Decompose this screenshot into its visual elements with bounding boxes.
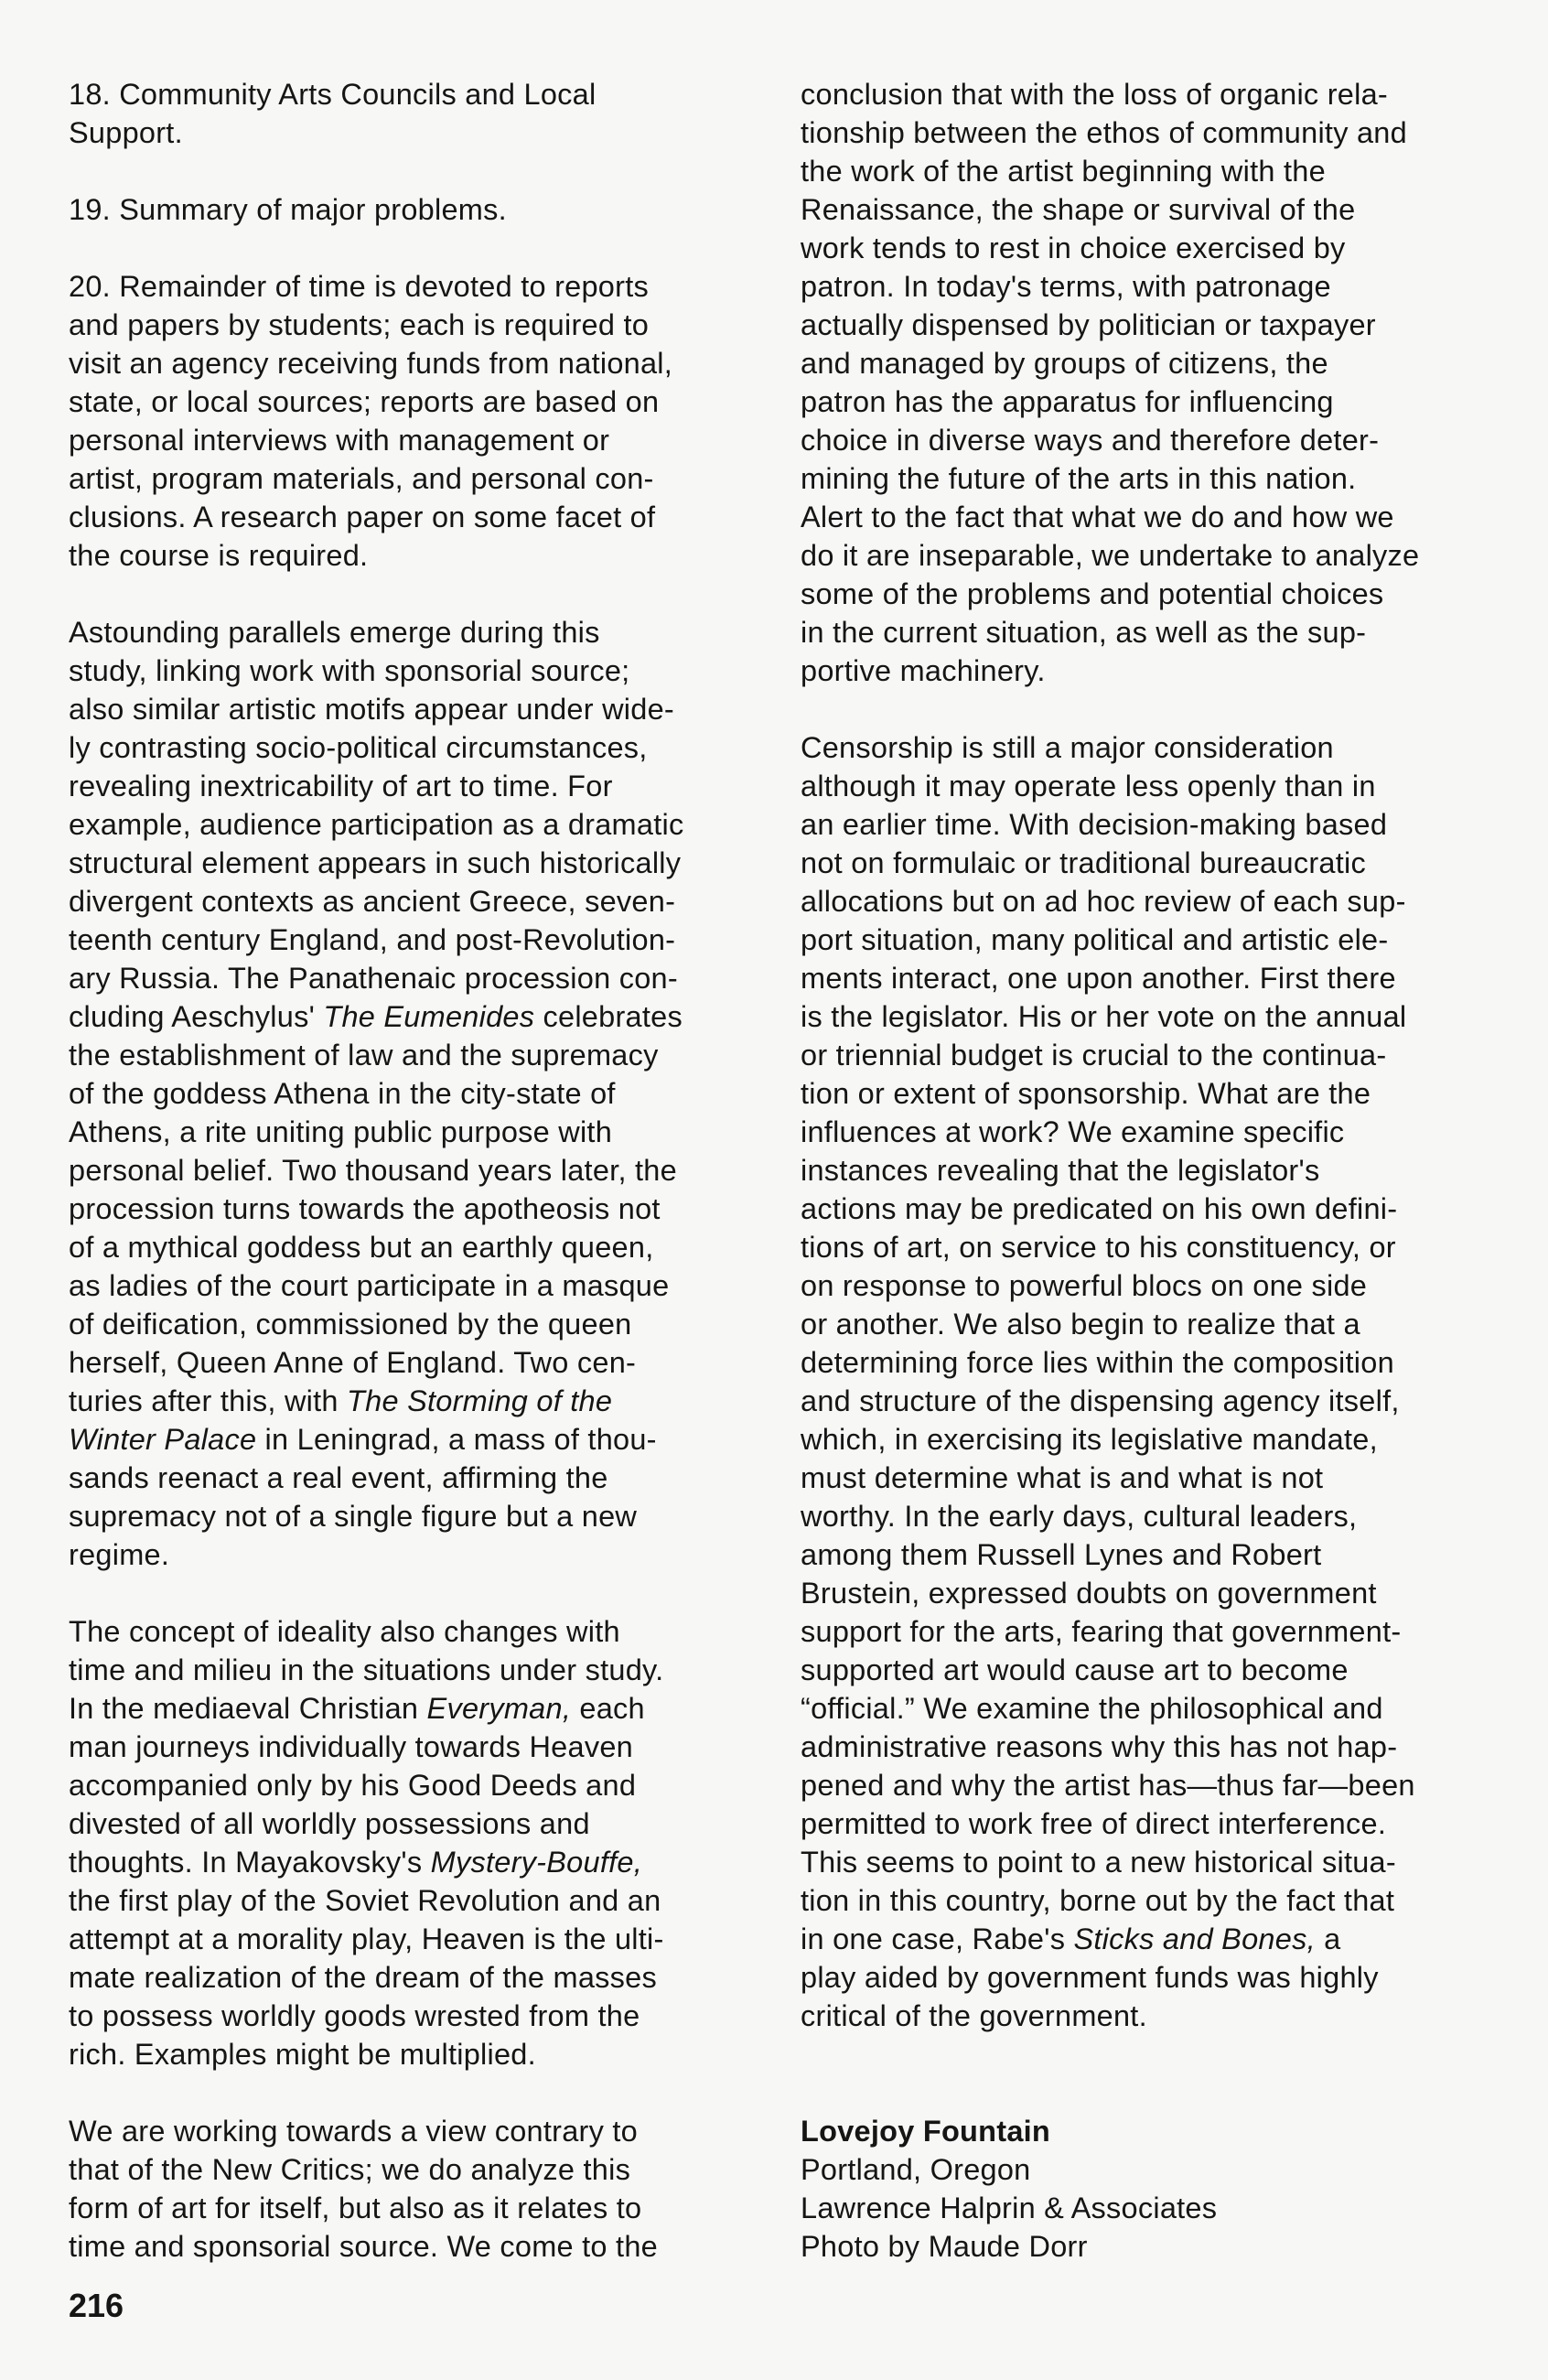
text-line: revealing inextricability of art to time. For xyxy=(69,770,613,802)
text-line: actions may be predicated on his own defini- xyxy=(801,1192,1398,1225)
text-line: procession turns towards the apotheosis not xyxy=(69,1192,661,1225)
text-line: some of the problems and potential choices xyxy=(801,577,1384,610)
text-line: Winter Palace in Leningrad, a mass of thou- xyxy=(69,1423,657,1456)
text-line: and structure of the dispensing agency itself, xyxy=(801,1384,1400,1417)
text-line: regime. xyxy=(69,1538,170,1571)
text-line: although it may operate less openly than in xyxy=(801,770,1376,802)
text-line: Brustein, expressed doubts on government xyxy=(801,1577,1377,1610)
text-line: of a mythical goddess but an earthly queen, xyxy=(69,1231,654,1264)
paragraph-working xyxy=(69,2112,764,2266)
text-line: and papers by students; each is required to xyxy=(69,308,650,341)
title-italic: Winter Palace xyxy=(69,1423,257,1456)
text-line: in one case, Rabe's Sticks and Bones, a xyxy=(801,1922,1341,1955)
text-line: Renaissance, the shape or survival of the xyxy=(801,193,1356,226)
paragraph-parallels xyxy=(69,613,764,1574)
text-line: or another. We also begin to realize that a xyxy=(801,1308,1360,1341)
title-italic: Everyman, xyxy=(426,1692,572,1725)
text-line: patron. In today's terms, with patronage xyxy=(801,270,1331,303)
text-line: rich. Examples might be multiplied. xyxy=(69,2038,536,2071)
text-line: conclusion that with the loss of organic rela- xyxy=(801,78,1388,111)
text-line: Censorship is still a major consideration xyxy=(801,731,1334,764)
text-line: supported art would cause art to become xyxy=(801,1653,1349,1686)
text-line: time and milieu in the situations under study. xyxy=(69,1653,664,1686)
photo-credit xyxy=(801,2112,1496,2266)
text-line: which, in exercising its legislative mandate, xyxy=(801,1423,1378,1456)
text-line: of deification, commissioned by the queen xyxy=(69,1308,632,1341)
text-line: do it are inseparable, we undertake to analyze xyxy=(801,539,1420,572)
text-line: cluding Aeschylus' The Eumenides celebrates xyxy=(69,1000,683,1033)
title-italic: Sticks and Bones, xyxy=(1073,1922,1316,1955)
text-line: We are working towards a view contrary to xyxy=(69,2115,638,2148)
text-line: Astounding parallels emerge during this xyxy=(69,616,600,649)
text-line: ly contrasting socio-political circumstances, xyxy=(69,731,648,764)
text-line: pened and why the artist has—thus far—been xyxy=(801,1769,1415,1802)
text-line: is the legislator. His or her vote on the annual xyxy=(801,1000,1407,1033)
text-line: divergent contexts as ancient Greece, seven- xyxy=(69,885,676,918)
text-line: or triennial budget is crucial to the continua- xyxy=(801,1039,1387,1072)
text-line: teenth century England, and post-Revolution- xyxy=(69,923,676,956)
list-item-20 xyxy=(69,267,764,575)
text-line: among them Russell Lynes and Robert xyxy=(801,1538,1322,1571)
text-line: accompanied only by his Good Deeds and xyxy=(69,1769,637,1802)
text-line: tion in this country, borne out by the fact that xyxy=(801,1884,1395,1917)
text-line: port situation, many political and artistic ele- xyxy=(801,923,1389,956)
text-line: “official.” We examine the philosophical and xyxy=(801,1692,1383,1725)
text-line: the course is required. xyxy=(69,539,369,572)
paragraph-ideality xyxy=(69,1612,764,2073)
text-line: 18. Community Arts Councils and Local xyxy=(69,78,597,111)
text-line: form of art for itself, but also as it relates to xyxy=(69,2192,642,2224)
text-line: study, linking work with sponsorial source; xyxy=(69,654,630,687)
text-line: play aided by government funds was highly xyxy=(801,1961,1379,1994)
text-line: patron has the apparatus for influencing xyxy=(801,385,1334,418)
text-line: as ladies of the court participate in a masque xyxy=(69,1269,670,1302)
text-line: ary Russia. The Panathenaic procession con- xyxy=(69,962,678,995)
text-line: the work of the artist beginning with the xyxy=(801,155,1326,188)
text-line: personal belief. Two thousand years later, the xyxy=(69,1154,677,1187)
text-line: herself, Queen Anne of England. Two cen- xyxy=(69,1346,637,1379)
text-line: work tends to rest in choice exercised by xyxy=(801,232,1346,264)
text-line: the first play of the Soviet Revolution and an xyxy=(69,1884,661,1917)
text-line: choice in diverse ways and therefore deter- xyxy=(801,424,1380,457)
text-line: of the goddess Athena in the city-state of xyxy=(69,1077,616,1110)
text-line: Athens, a rite uniting public purpose with xyxy=(69,1115,613,1148)
right-column xyxy=(801,75,1496,2266)
credit-photographer: Photo by Maude Dorr xyxy=(801,2230,1088,2263)
text-line: not on formulaic or traditional bureaucratic xyxy=(801,846,1366,879)
text-line: In the mediaeval Christian Everyman, each xyxy=(69,1692,645,1725)
credit-architect: Lawrence Halprin & Associates xyxy=(801,2192,1218,2224)
text-line: sands reenact a real event, affirming the xyxy=(69,1461,608,1494)
text-line: example, audience participation as a dramatic xyxy=(69,808,684,841)
text-line: time and sponsorial source. We come to the xyxy=(69,2230,658,2263)
text-line: allocations but on ad hoc review of each sup- xyxy=(801,885,1406,918)
text-line: attempt at a morality play, Heaven is the ulti- xyxy=(69,1922,664,1955)
text-line: visit an agency receiving funds from national, xyxy=(69,347,673,380)
text-line: and managed by groups of citizens, the xyxy=(801,347,1328,380)
list-item-18 xyxy=(69,75,764,152)
text-line: state, or local sources; reports are based on xyxy=(69,385,660,418)
text-line: portive machinery. xyxy=(801,654,1046,687)
text-line: The concept of ideality also changes with xyxy=(69,1615,620,1648)
paragraph-censorship xyxy=(801,728,1496,2035)
text-line: actually dispensed by politician or taxpayer xyxy=(801,308,1376,341)
text-line: administrative reasons why this has not hap- xyxy=(801,1730,1398,1763)
title-italic: The Eumenides xyxy=(323,1000,535,1033)
paragraph-conclusion xyxy=(801,75,1496,690)
text-line: artist, program materials, and personal con- xyxy=(69,462,654,495)
text-line: personal interviews with management or xyxy=(69,424,610,457)
text-line: ments interact, one upon another. First there xyxy=(801,962,1396,995)
text-line: must determine what is and what is not xyxy=(801,1461,1324,1494)
text-line: 19. Summary of major problems. xyxy=(69,193,507,226)
credit-location: Portland, Oregon xyxy=(801,2153,1031,2186)
text-line: turies after this, with The Storming of the xyxy=(69,1384,613,1417)
title-italic: Mystery-Bouffe, xyxy=(430,1846,642,1879)
title-italic: The Storming of the xyxy=(347,1384,613,1417)
text-line: worthy. In the early days, cultural leaders, xyxy=(801,1500,1358,1533)
text-line: clusions. A research paper on some facet of xyxy=(69,501,656,533)
text-line: Alert to the fact that what we do and how we xyxy=(801,501,1394,533)
text-line: mining the future of the arts in this nation. xyxy=(801,462,1357,495)
list-item-19 xyxy=(69,190,764,229)
text-line: an earlier time. With decision-making based xyxy=(801,808,1388,841)
text-line: tion or extent of sponsorship. What are the xyxy=(801,1077,1371,1110)
page-number: 216 xyxy=(69,2287,124,2324)
text-line: Support. xyxy=(69,116,183,149)
credit-title: Lovejoy Fountain xyxy=(801,2115,1051,2148)
text-line: supremacy not of a single figure but a new xyxy=(69,1500,638,1533)
text-line: 20. Remainder of time is devoted to reports xyxy=(69,270,649,303)
text-line: instances revealing that the legislator's xyxy=(801,1154,1320,1187)
text-line: thoughts. In Mayakovsky's Mystery-Bouffe, xyxy=(69,1846,642,1879)
text-line: tionship between the ethos of community and xyxy=(801,116,1407,149)
text-line: support for the arts, fearing that government- xyxy=(801,1615,1402,1648)
left-column xyxy=(69,75,764,2266)
text-line: permitted to work free of direct interference. xyxy=(801,1807,1387,1840)
text-line: that of the New Critics; we do analyze this xyxy=(69,2153,631,2186)
text-line: structural element appears in such historically xyxy=(69,846,682,879)
text-line: mate realization of the dream of the masses xyxy=(69,1961,658,1994)
text-line: also similar artistic motifs appear under wide- xyxy=(69,693,674,726)
text-line: critical of the government. xyxy=(801,1999,1147,2032)
text-line: tions of art, on service to his constituency, or xyxy=(801,1231,1396,1264)
text-line: in the current situation, as well as the sup- xyxy=(801,616,1367,649)
text-line: on response to powerful blocs on one side xyxy=(801,1269,1368,1302)
text-line: to possess worldly goods wrested from the xyxy=(69,1999,640,2032)
text-line: determining force lies within the composition xyxy=(801,1346,1394,1379)
text-line: man journeys individually towards Heaven xyxy=(69,1730,633,1763)
text-line: This seems to point to a new historical situa- xyxy=(801,1846,1396,1879)
text-line: divested of all worldly possessions and xyxy=(69,1807,590,1840)
text-line: influences at work? We examine specific xyxy=(801,1115,1345,1148)
text-line: the establishment of law and the supremacy xyxy=(69,1039,659,1072)
